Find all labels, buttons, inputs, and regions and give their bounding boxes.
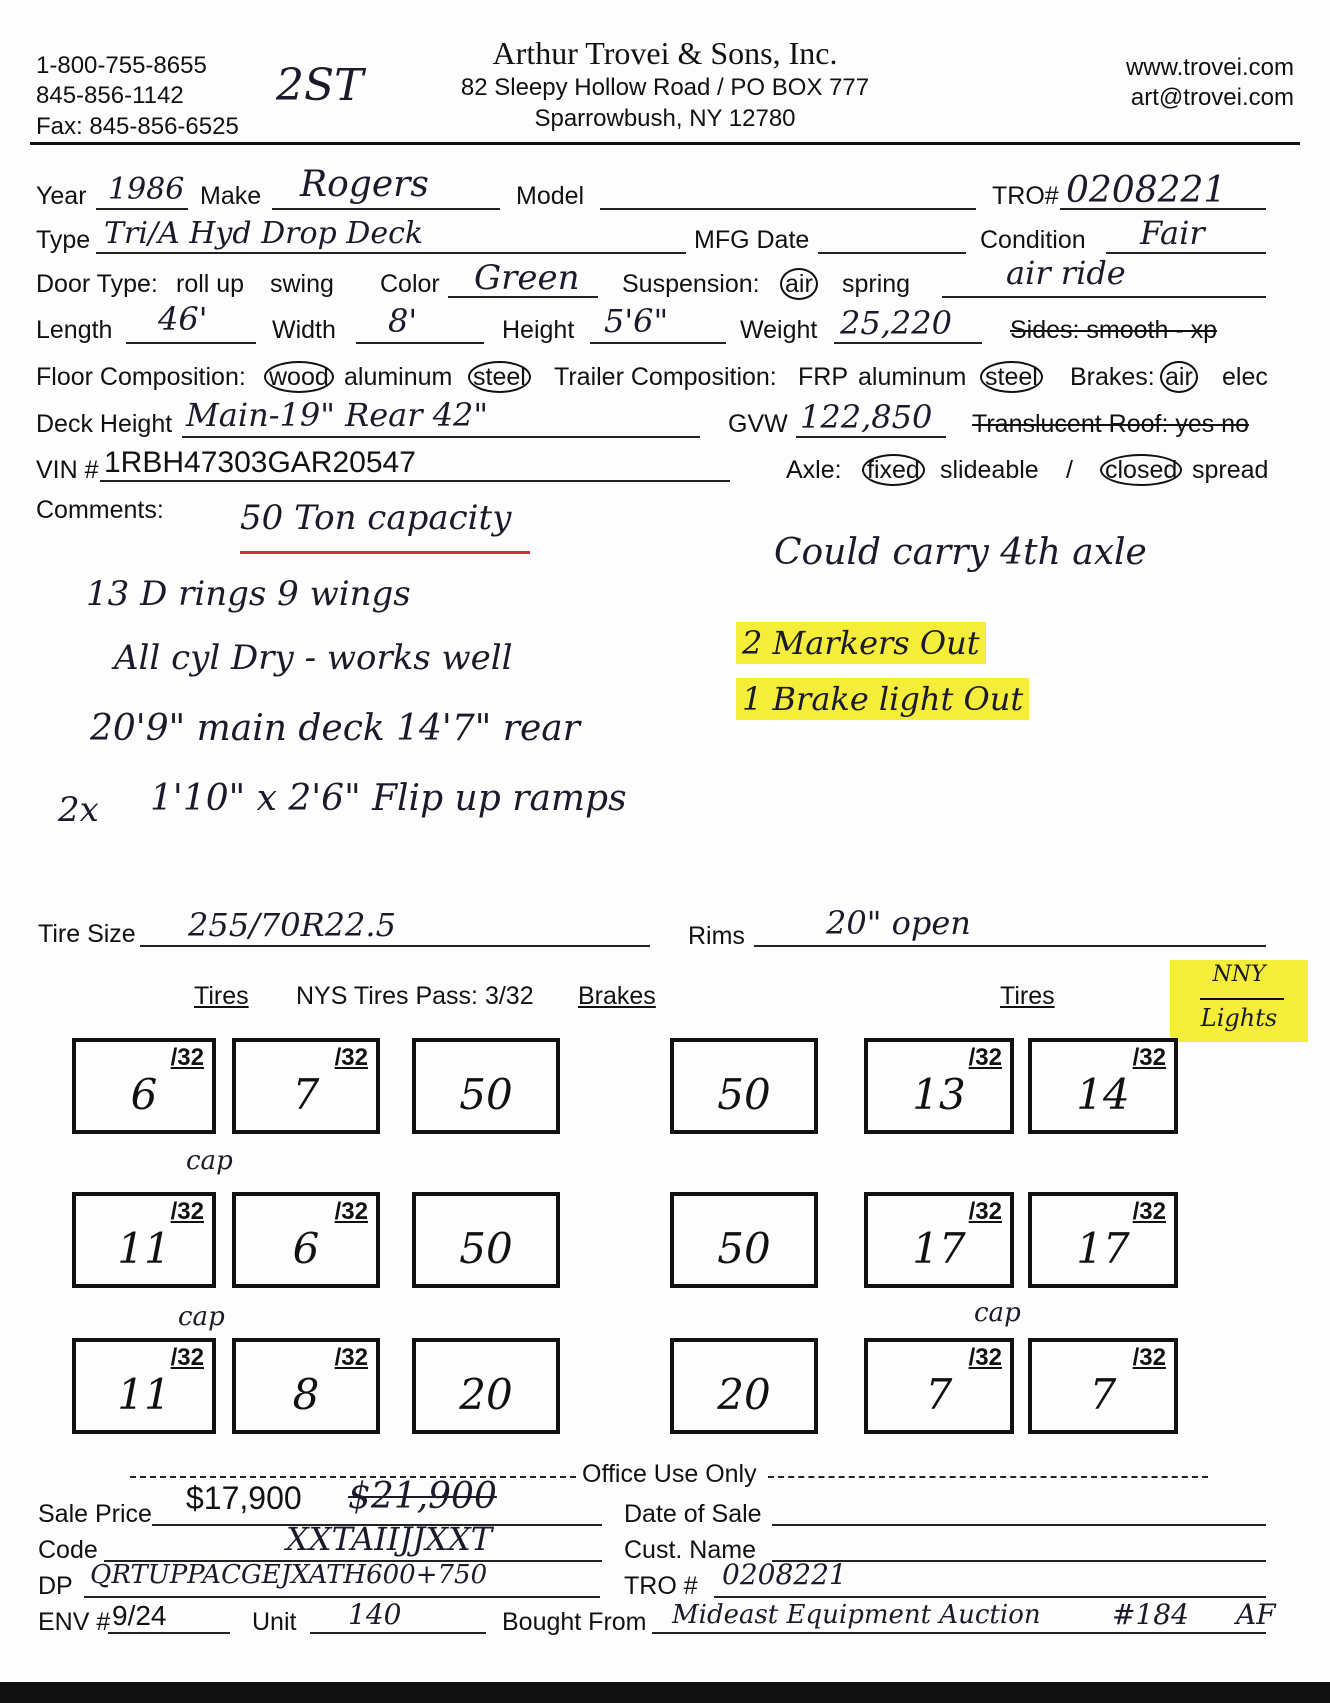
sale-price-label: Sale Price (38, 1500, 152, 1528)
tro2-value: 0208221 (722, 1558, 847, 1591)
brake-value: 20 (717, 1370, 771, 1419)
type-label: Type (36, 226, 91, 254)
brake-right-1 (670, 1038, 818, 1134)
width-value: 8' (388, 302, 418, 340)
tire-right-1-inner: /32 13 (864, 1038, 1014, 1134)
gvw-value: 122,850 (800, 398, 933, 436)
lot-number: #184 (1112, 1598, 1189, 1631)
suspension-air-circled: air (780, 268, 818, 300)
axle-fixed-circled: fixed (862, 454, 925, 486)
brakes-air-circled: air (1160, 361, 1198, 393)
comment-ramps: 1'10" x 2'6" Flip up ramps (150, 778, 627, 819)
brake-value: 50 (717, 1070, 771, 1119)
suspension-note: air ride (1006, 254, 1126, 292)
phone-2: 845-856-1142 (36, 82, 184, 109)
tires-header-right: Tires (1000, 982, 1055, 1010)
cap-note-1: cap (186, 1146, 233, 1176)
initials: AF (1236, 1598, 1276, 1631)
tire-value: 13 (912, 1070, 966, 1119)
condition-label: Condition (980, 226, 1086, 254)
trailer-steel-circled: steel (980, 361, 1043, 393)
date-of-sale-label: Date of Sale (624, 1500, 762, 1528)
header-divider (30, 142, 1300, 145)
suspension-label: Suspension: (622, 270, 760, 298)
axle-spread: spread (1192, 456, 1269, 484)
comment-rings: 13 D rings 9 wings (86, 574, 411, 614)
env-line (108, 1632, 230, 1634)
fax: Fax: 845-856-6525 (36, 113, 239, 140)
brake-left-2 (412, 1192, 560, 1288)
code-label: Code (38, 1536, 98, 1564)
comment-air-system: All cyl Dry - works well (114, 638, 513, 678)
weight-line (834, 342, 982, 344)
roof-label: Translucent Roof: yes no (972, 410, 1249, 438)
office-divider-right (768, 1476, 1208, 1478)
tire-right-2-outer: /32 17 (1028, 1192, 1178, 1288)
tire-value: 14 (1076, 1070, 1130, 1119)
comment-ramps-qty: 2x (58, 790, 99, 830)
markers-highlight: 2 Markers Out (736, 622, 986, 664)
tires-header-left: Tires (194, 982, 249, 1010)
comment-capacity: 50 Ton capacity (240, 498, 512, 538)
env-value: 9/24 (112, 1600, 167, 1631)
suspension-air (780, 270, 818, 299)
lights-note-bottom: Lights (1200, 1004, 1278, 1032)
gvw-line (796, 436, 946, 438)
nys-tires-header: NYS Tires Pass: 3/32 (296, 982, 534, 1010)
tire-right-2-inner: /32 17 (864, 1192, 1014, 1288)
brake-value: 50 (459, 1070, 513, 1119)
brakes-header: Brakes (578, 982, 656, 1010)
brakes-air (1160, 363, 1198, 392)
tire-size-value: 255/70R22.5 (188, 906, 396, 944)
code-value: XXTAIIJJXXT (286, 1520, 493, 1558)
vin-label: VIN # (36, 456, 99, 484)
trailer-aluminum: aluminum (858, 363, 967, 391)
axle-label: Axle: (786, 456, 842, 484)
comment-deck: 20'9" main deck 14'7" rear (90, 708, 580, 749)
brakelight-highlight: 1 Brake light Out (736, 678, 1029, 720)
year-label: Year (36, 182, 87, 210)
height-label: Height (502, 316, 575, 344)
door-type-label: Door Type: (36, 270, 158, 298)
condition-line (1106, 252, 1266, 254)
tire-size-line (140, 945, 650, 947)
bought-from-line (652, 1632, 1266, 1634)
axle-closed (1100, 456, 1182, 485)
vin-line (100, 480, 730, 482)
email[interactable]: art@trovei.com (1130, 84, 1294, 111)
tire-value: 7 (1089, 1370, 1117, 1419)
make-label: Make (200, 182, 262, 210)
brake-left-3 (412, 1338, 560, 1434)
deck-height-line (182, 436, 700, 438)
vin-value: 1RBH47303GAR20547 (104, 446, 416, 479)
type-value: Tri/A Hyd Drop Deck (104, 216, 424, 251)
website[interactable]: www.trovei.com (1125, 54, 1294, 81)
tire-left-1-inner: /32 7 (232, 1038, 380, 1134)
brake-right-3 (670, 1338, 818, 1434)
tire-value: 17 (1076, 1224, 1130, 1273)
brake-right-2 (670, 1192, 818, 1288)
tro-label: TRO# (992, 182, 1059, 210)
brakes-elec: elec (1222, 363, 1268, 391)
make-line (272, 208, 500, 210)
tire-left-3-outer: /32 11 (72, 1338, 216, 1434)
deck-height-value: Main-19" Rear 42" (186, 396, 489, 434)
weight-value: 25,220 (840, 304, 952, 342)
axle-slideable: slideable (940, 456, 1039, 484)
scan-bottom-edge (0, 1682, 1330, 1703)
date-of-sale-line (772, 1524, 1266, 1526)
length-value: 46' (158, 300, 208, 338)
height-line (590, 342, 726, 344)
tire-right-1-outer: /32 14 (1028, 1038, 1178, 1134)
trailer-steel (980, 363, 1043, 392)
comment-brakelight (736, 680, 1029, 718)
door-roll-up: roll up (176, 270, 245, 298)
tire-left-2-outer: /32 11 (72, 1192, 216, 1288)
office-use-label: Office Use Only (582, 1460, 757, 1488)
width-label: Width (272, 316, 336, 344)
suspension-line (942, 296, 1266, 298)
tire-value: 7 (925, 1370, 953, 1419)
cap-note-2: cap (178, 1302, 225, 1332)
old-price-value: $21,900 (348, 1476, 497, 1517)
tire-left-2-inner: /32 6 (232, 1192, 380, 1288)
year-value: 1986 (108, 172, 185, 207)
cap-note-3: cap (974, 1298, 1021, 1328)
floor-aluminum: aluminum (344, 363, 453, 391)
sides-label: Sides: smooth - xp (1010, 316, 1218, 344)
dp-label: DP (38, 1572, 73, 1600)
mfg-date-label: MFG Date (694, 226, 810, 254)
floor-wood-circled: wood (264, 361, 334, 393)
brake-value: 50 (459, 1224, 513, 1273)
company-address-2: Sparrowbush, NY 12780 (534, 105, 796, 132)
condition-value: Fair (1140, 214, 1205, 252)
tire-right-3-inner: /32 7 (864, 1338, 1014, 1434)
capacity-underline (240, 551, 530, 554)
type-line (96, 252, 686, 254)
cust-name-label: Cust. Name (624, 1536, 756, 1564)
trailer-comp-label: Trailer Composition: (554, 363, 777, 391)
length-line (126, 342, 256, 344)
deck-height-label: Deck Height (36, 410, 173, 438)
tire-value: 6 (130, 1070, 158, 1119)
make-value: Rogers (300, 164, 429, 205)
floor-wood (264, 363, 334, 392)
bought-from-value: Mideast Equipment Auction (672, 1600, 1041, 1630)
company-address-1: 82 Sleepy Hollow Road / PO BOX 777 (460, 74, 870, 101)
tire-value: 7 (292, 1070, 320, 1119)
axle-fixed (862, 456, 925, 485)
model-label: Model (516, 182, 585, 210)
mfg-date-line (818, 252, 966, 254)
color-label: Color (380, 270, 440, 298)
tire-left-3-inner: /32 8 (232, 1338, 380, 1434)
brake-left-1 (412, 1038, 560, 1134)
color-value: Green (474, 258, 580, 298)
trailer-frp: FRP (798, 363, 848, 391)
tire-left-1-outer: /32 6 (72, 1038, 216, 1134)
floor-steel (468, 363, 531, 392)
tire-value: 6 (292, 1224, 320, 1273)
weight-label: Weight (740, 316, 818, 344)
floor-steel-circled: steel (468, 361, 531, 393)
comment-markers (736, 624, 986, 662)
gvw-label: GVW (728, 410, 788, 438)
unit-value: 140 (348, 1598, 402, 1631)
tire-right-3-outer: /32 7 (1028, 1338, 1178, 1434)
brake-value: 50 (717, 1224, 771, 1273)
width-line (356, 342, 484, 344)
axle-slash: / (1066, 456, 1073, 484)
suspension-spring: spring (842, 270, 911, 298)
comments-label: Comments: (36, 496, 164, 524)
rims-value: 20" open (826, 904, 971, 942)
tire-value: 11 (117, 1224, 171, 1273)
brakes-label: Brakes: (1070, 363, 1155, 391)
tire-size-label: Tire Size (38, 920, 136, 948)
brake-value: 20 (459, 1370, 513, 1419)
model-line (600, 208, 976, 210)
lights-note (1170, 960, 1308, 1042)
bought-from-label: Bought From (502, 1608, 647, 1636)
rims-label: Rims (688, 922, 745, 950)
rims-line (754, 945, 1266, 947)
env-label: ENV # (38, 1608, 111, 1636)
tro-value: 0208221 (1066, 170, 1227, 211)
sale-price-value: $17,900 (186, 1480, 302, 1516)
length-label: Length (36, 316, 113, 344)
axle-closed-circled: closed (1100, 454, 1182, 486)
comment-could-carry: Could carry 4th axle (774, 532, 1147, 573)
tire-value: 17 (912, 1224, 966, 1273)
dp-value: QRTUPPACGEJXATH600+750 (90, 1560, 488, 1590)
height-value: 5'6" (604, 302, 669, 340)
floor-label: Floor Composition: (36, 363, 246, 391)
phone-1: 1-800-755-8655 (36, 52, 207, 79)
header-note: 2ST (276, 60, 364, 111)
unit-line (310, 1632, 486, 1634)
tire-value: 8 (292, 1370, 320, 1419)
lights-note-rule (1200, 998, 1284, 1000)
dp-line (84, 1596, 600, 1598)
unit-label: Unit (252, 1608, 297, 1636)
lights-note-top: NNY (1212, 962, 1266, 987)
tire-value: 11 (117, 1370, 171, 1419)
company-name: Arthur Trovei & Sons, Inc. (492, 35, 838, 71)
door-swing: swing (270, 270, 334, 298)
year-line (96, 208, 188, 210)
tro2-label: TRO # (624, 1572, 698, 1600)
